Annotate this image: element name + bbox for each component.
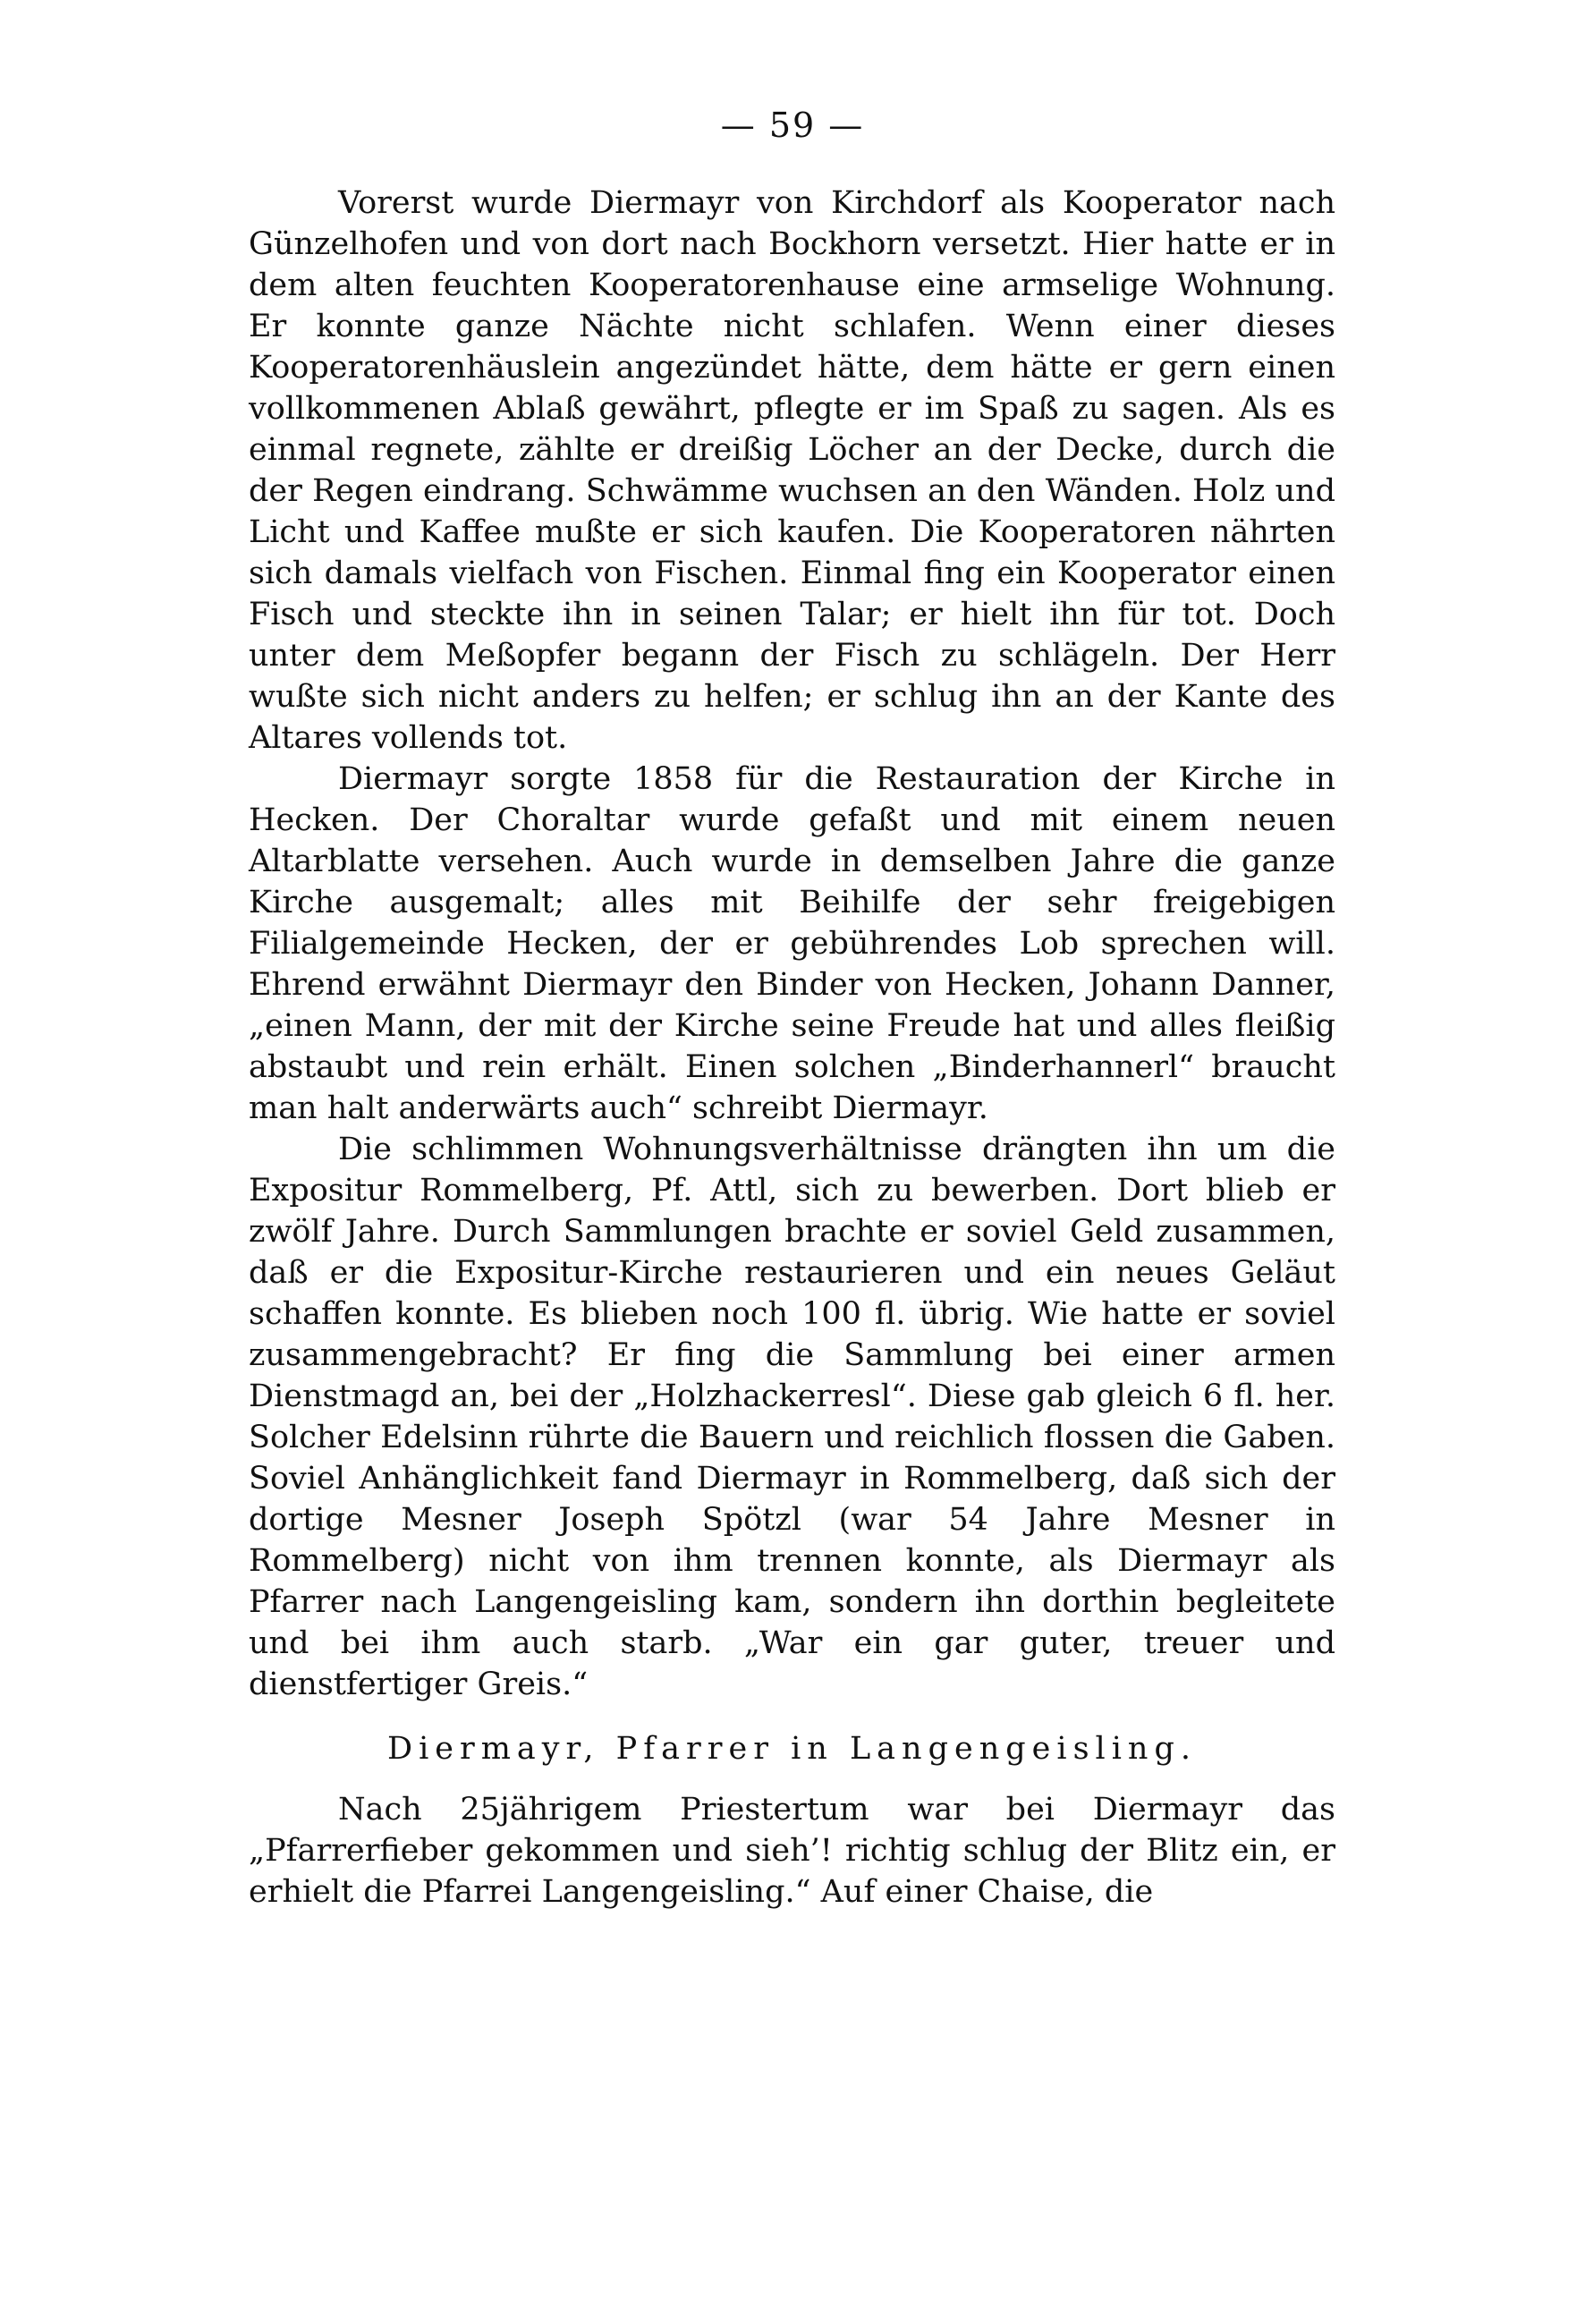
paragraph-kooperator: Vorerst wurde Diermayr von Kirchdorf als Kooperator nach Günzelhofen und von dort nach Bockhorn versetzt. Hier hatte er in dem alten feuchten Kooperatorenhause eine armselige Wohnung. Er konnte ganze Nächte nicht schlafen. Wenn einer dieses Kooperatorenhäuslein angezündet hätte, dem hätte er gern einen vollkommenen Ablaß gewährt, pflegte er im Spaß zu sagen. Als es einmal regnete, zählte er dreißig Löcher an der Decke, durch die der Regen eindrang. Schwämme wuchsen an den Wänden. Holz und Licht und Kaffee mußte er sich kaufen. Die Kooperatoren nährten sich damals vielfach von Fischen. Einmal fing ein Kooperator einen Fisch und steckte ihn in seinen Talar; er hielt ihn für tot. Doch unter dem Meßopfer begann der Fisch zu schlägeln. Der Herr wußte sich nicht anders zu helfen; er schlug ihn an der Kante des Altares vollends tot. <box>249 185 1335 756</box>
body-text <box>249 182 1335 1913</box>
page-number: — 59 — <box>720 106 865 145</box>
paragraph-restauration: Diermayr sorgte 1858 für die Restauration der Kirche in Hecken. Der Choraltar wurde gefaßt und mit einem neuen Altarblatte versehen. Auch wurde in demselben Jahre die ganze Kirche ausgemalt; alles mit Beihilfe der sehr freigebigen Filialgemeinde Hecken, der er gebührendes Lob sprechen will. Ehrend erwähnt Diermayr den Binder von Hecken, Johann Danner, „einen Mann, der mit der Kirche seine Freude hat und alles fleißig abstaubt und rein erhält. Einen solchen „Binderhannerl“ braucht man halt anderwärts auch“ schreibt Diermayr. <box>249 761 1335 1126</box>
paragraph-pfarrei: Nach 25jährigem Priestertum war bei Diermayr das „Pfarrerfieber gekommen und sieh’! richtig schlug der Blitz ein, er erhielt die Pfarrei Langengeisling.“ Auf einer Chaise, die <box>249 1792 1335 1910</box>
section-heading: Diermayr, Pfarrer in Langengeisling. <box>387 1731 1197 1767</box>
paragraph-rommelberg: Die schlimmen Wohnungsverhältnisse drängten ihn um die Expositur Rommelberg, Pf. Attl, sich zu bewerben. Dort blieb er zwölf Jahre. Durch Sammlungen brachte er soviel Geld zusammen, daß er die Expositur-Kirche restaurieren und ein neues Geläut schaffen konnte. Es blieben noch 100 fl. übrig. Wie hatte er soviel zusammengebracht? Er fing die Sammlung bei einer armen Dienstmagd an, bei der „Holzhackerresl“. Diese gab gleich 6 fl. her. Solcher Edelsinn rührte die Bauern und reichlich flossen die Gaben. Soviel Anhänglichkeit fand Diermayr in Rommelberg, daß sich der dortige Mesner Joseph Spötzl (war 54 Jahre Mesner in Rommelberg) nicht von ihm trennen konnte, als Diermayr als Pfarrer nach Langengeisling kam, sondern ihn dorthin begleitete und bei ihm auch starb. „War ein gar guter, treuer und dienstfertiger Greis.“ <box>249 1132 1335 1702</box>
